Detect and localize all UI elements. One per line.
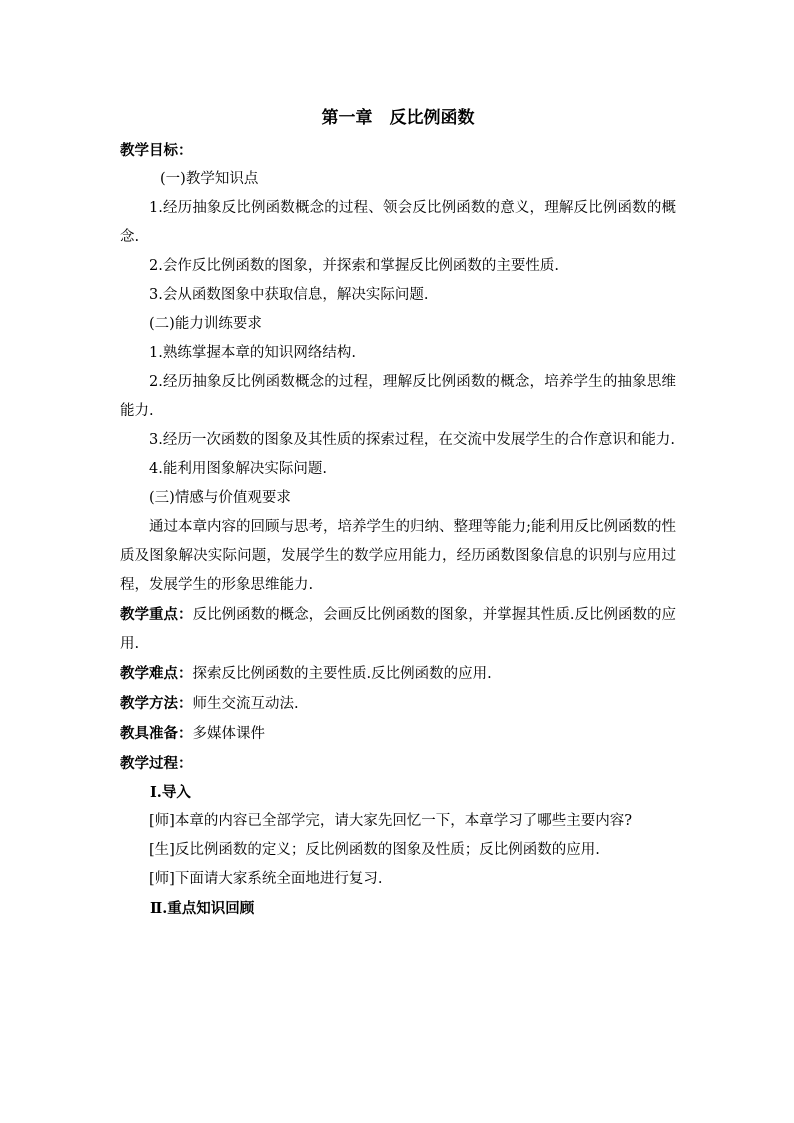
difficulties-text: 探索反比例函数的主要性质.反比例函数的应用. — [192, 666, 492, 682]
dialogue-line-1: [师]本章的内容已全部学完，请大家先回忆一下，本章学习了哪些主要内容? — [149, 813, 633, 829]
knowledge-item-2: 2.会作反比例函数的图象，并探索和掌握反比例函数的主要性质. — [149, 258, 559, 274]
key-points-text: 反比例函数的概念，会画反比例函数的图象，并掌握其性质.反比例函数的应用. — [120, 607, 677, 652]
tools-paragraph — [120, 719, 676, 749]
chapter-title: 第一章 反比例函数 — [321, 108, 475, 128]
ability-item-1: 1.熟练掌握本章的知识网络结构. — [149, 345, 356, 361]
ability-item-4: 4.能利用图象解决实际问题. — [149, 461, 327, 477]
objectives-heading: 教学目标： — [120, 142, 193, 159]
process-heading: 教学过程： — [120, 755, 193, 772]
key-points-paragraph — [120, 600, 676, 659]
emotion-heading: (三)情感与价值观要求 — [149, 490, 291, 506]
difficulties-paragraph — [120, 659, 676, 689]
key-points-label: 教学重点： — [120, 606, 193, 623]
difficulties-label: 教学难点： — [120, 665, 193, 682]
ability-heading: (二)能力训练要求 — [149, 316, 262, 332]
dialogue-line-3: [师]下面请大家系统全面地进行复习. — [149, 871, 383, 887]
ability-item-2: 2.经历抽象反比例函数概念的过程，理解反比例函数的概念，培养学生的抽象思维能力. — [120, 374, 676, 419]
dialogue-line-2: [生]反比例函数的定义；反比例函数的图象及性质；反比例函数的应用. — [149, 842, 600, 858]
emotion-paragraph: 通过本章内容的回顾与思考，培养学生的归纳、整理等能力;能利用反比例函数的性质及图象解决实际问题，发展学生的数学应用能力，经历函数图象信息的识别与应用过程，发展学生的形象思维能力. — [120, 519, 676, 593]
method-paragraph — [120, 689, 676, 719]
tools-text: 多媒体课件 — [192, 726, 265, 742]
method-text: 师生交流互动法. — [192, 696, 299, 712]
section-intro-heading: Ⅰ.导入 — [150, 784, 191, 801]
method-label: 教学方法： — [120, 695, 193, 712]
section-review-heading: Ⅱ.重点知识回顾 — [150, 900, 255, 917]
tools-label: 教具准备： — [120, 725, 193, 742]
knowledge-item-3: 3.会从函数图象中获取信息，解决实际问题. — [149, 287, 429, 303]
knowledge-heading: (一)教学知识点 — [160, 171, 259, 187]
document-body — [120, 106, 676, 923]
ability-item-3: 3.经历一次函数的图象及其性质的探索过程，在交流中发展学生的合作意识和能力. — [149, 432, 675, 448]
knowledge-item-1: 1.经历抽象反比例函数概念的过程、领会反比例函数的意义，理解反比例函数的概念. — [120, 200, 676, 245]
